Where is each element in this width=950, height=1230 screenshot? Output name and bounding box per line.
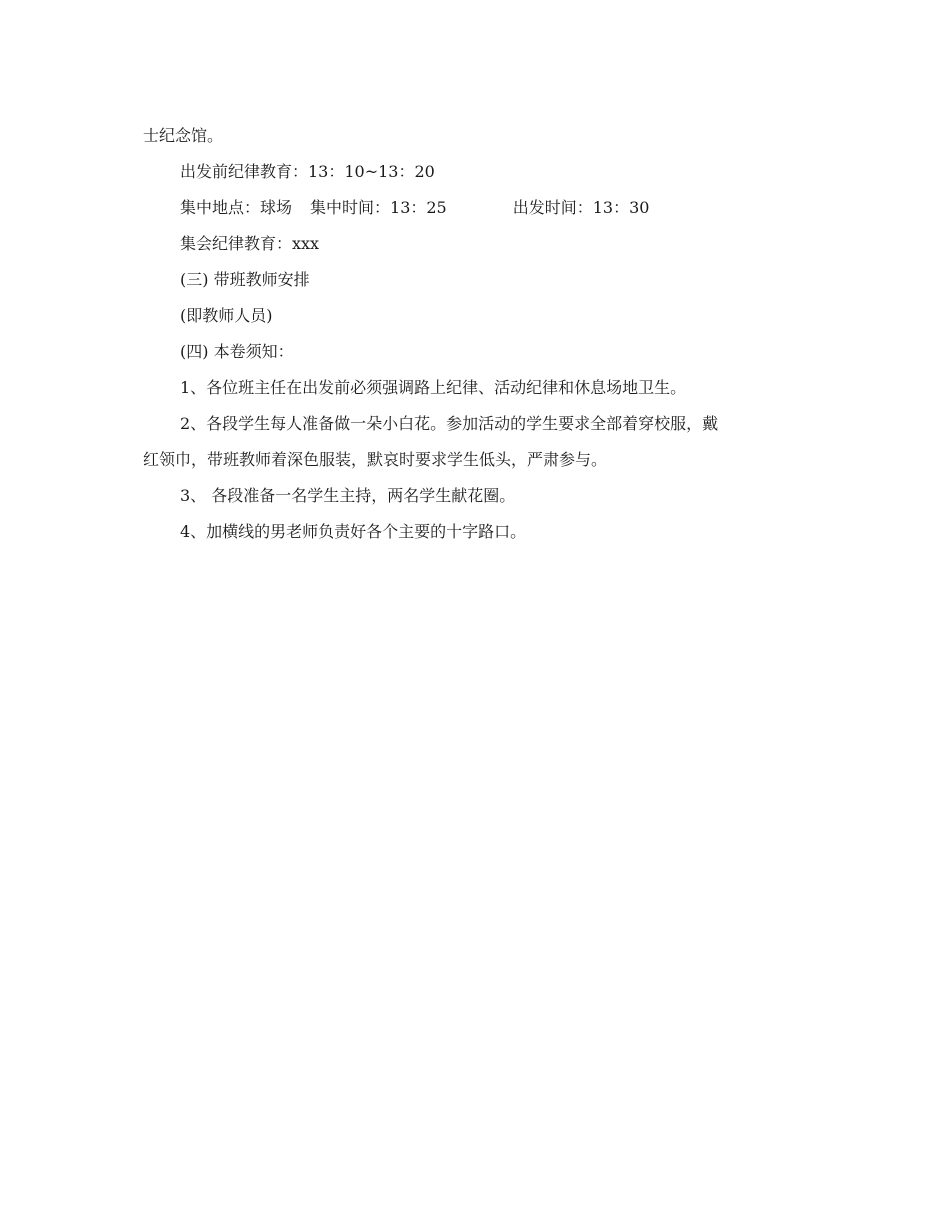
note-item-3: 3、 各段准备一名学生主持，两名学生献花圈。 bbox=[180, 486, 516, 505]
text-line-discipline-education: 出发前纪律教育：13：10~13：20 bbox=[180, 162, 435, 181]
note-item-2-line-1: 2、各段学生每人准备做一朵小白花。参加活动的学生要求全部着穿校服，戴 bbox=[180, 414, 719, 433]
section-heading-teachers: (三) 带班教师安排 bbox=[180, 270, 310, 289]
text-line-assembly-discipline: 集会纪律教育：xxx bbox=[180, 234, 320, 253]
gathering-place: 集中地点：球场 bbox=[180, 198, 293, 217]
departure-time: 出发时间：13：30 bbox=[512, 198, 650, 217]
note-item-2-line-2: 红领巾，带班教师着深色服装，默哀时要求学生低头，严肃参与。 bbox=[143, 450, 608, 469]
text-line-memorial: 士纪念馆。 bbox=[143, 126, 224, 145]
text-line-gathering bbox=[143, 190, 813, 226]
section-heading-notes: (四) 本卷须知： bbox=[180, 342, 294, 361]
note-item-1: 1、各位班主任在出发前必须强调路上纪律、活动纪律和休息场地卫生。 bbox=[180, 378, 687, 397]
note-item-4: 4、加横线的男老师负责好各个主要的十字路口。 bbox=[180, 522, 527, 541]
gathering-time: 集中时间：13：25 bbox=[310, 198, 447, 217]
section-text-teachers: (即教师人员) bbox=[180, 306, 273, 325]
document-body bbox=[143, 118, 813, 550]
